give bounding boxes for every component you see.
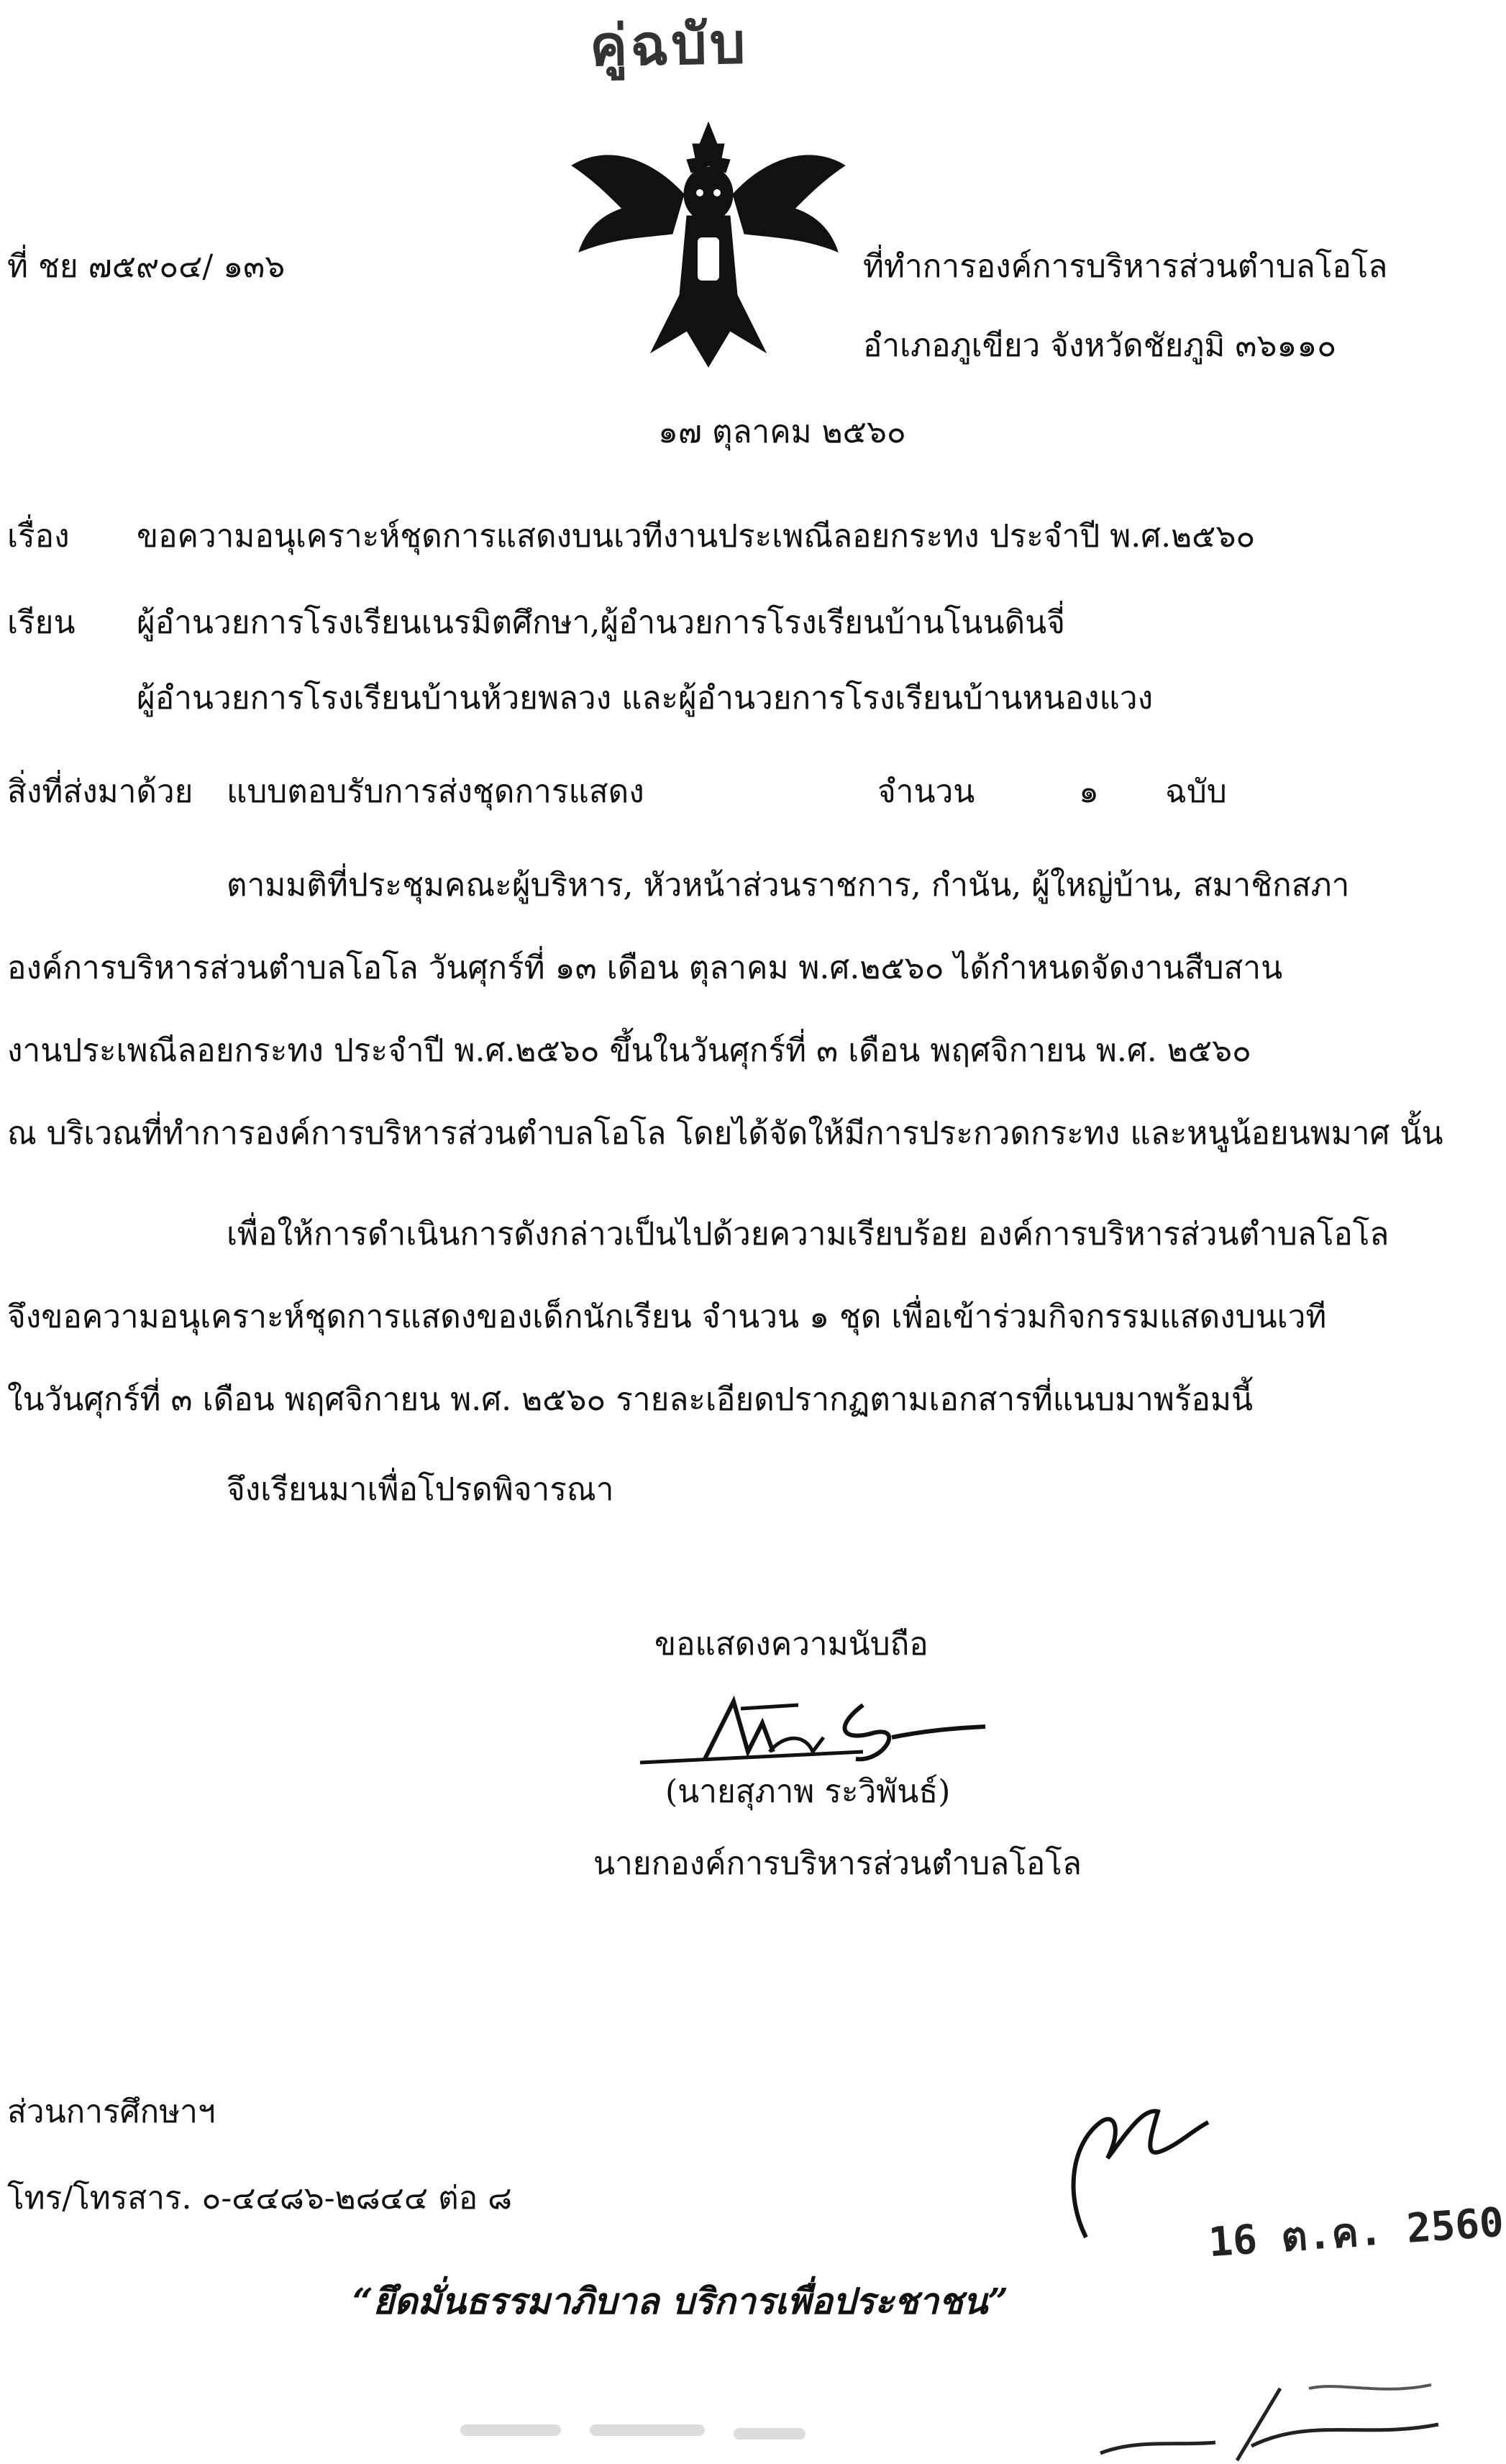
enclosure-quantity: ๑ — [1079, 773, 1099, 810]
body-paragraph2-line: จึงขอความอนุเคราะห์ชุดการแสดงของเด็กนักเรียน จำนวน ๑ ชุด เพื่อเข้าร่วมกิจกรรมแสดงบนเวที — [7, 1299, 1327, 1335]
enclosure-unit: ฉบับ — [1165, 773, 1227, 810]
body-paragraph2-line: เพื่อให้การดำเนินการดังกล่าวเป็นไปด้วยความเรียบร้อย องค์การบริหารส่วนตำบลโอโล — [227, 1216, 1389, 1253]
recipient-line1: ผู้อำนวยการโรงเรียนเนรมิตศึกษา,ผู้อำนวยการโรงเรียนบ้านโนนดินจี่ — [137, 604, 1066, 641]
body-paragraph2-line: ในวันศุกร์ที่ ๓ เดือน พฤศจิกายน พ.ศ. ๒๕๖๐ รายละเอียดปรากฏตามเอกสารที่แนบมาพร้อมนี้ — [7, 1381, 1254, 1418]
signatory-position: นายกองค์การบริหารส่วนตำบลโอโล — [593, 1845, 1082, 1882]
department: ส่วนการศึกษาฯ — [7, 2094, 216, 2130]
recipient-label: เรียน — [7, 604, 76, 641]
office-address-line1: ที่ทำการองค์การบริหารส่วนตำบลโอโล — [863, 248, 1388, 285]
signature — [626, 1683, 1000, 1784]
slogan: “ยึดมั่นธรรมาภิบาล บริการเพื่อประชาชน” — [352, 2280, 1008, 2322]
subject-text: ขอความอนุเคราะห์ชุดการแสดงบนเวทีงานประเพณีลอยกระทง ประจำปี พ.ศ.๒๕๖๐ — [137, 518, 1256, 555]
enclosure-item: แบบตอบรับการส่งชุดการแสดง — [227, 773, 644, 810]
enclosure-label: สิ่งที่ส่งมาด้วย — [7, 773, 193, 810]
enclosure-quantity-label: จำนวน — [877, 773, 975, 810]
reference-number: ที่ ชย ๗๕๙๐๔/ ๑๓๖ — [7, 248, 286, 285]
recipient-line2: ผู้อำนวยการโรงเรียนบ้านห้วยพลวง และผู้อำนวยการโรงเรียนบ้านหนองแวง — [137, 680, 1154, 717]
subject-label: เรื่อง — [7, 518, 70, 555]
handwritten-initials — [1057, 2079, 1215, 2252]
body-paragraph1-line: ตามมติที่ประชุมคณะผู้บริหาร, หัวหน้าส่วนราชการ, กำนัน, ผู้ใหญ่บ้าน, สมาชิกสภา — [227, 867, 1350, 904]
body-paragraph1-line: องค์การบริหารส่วนตำบลโอโล วันศุกร์ที่ ๑๓ เดือน ตุลาคม พ.ศ.๒๕๖๐ ได้กำหนดจัดงานสืบสาน — [7, 950, 1283, 986]
copy-stamp: คู่ฉบับ — [589, 12, 749, 79]
body-paragraph1-line: งานประเพณีลอยกระทง ประจำปี พ.ศ.๒๕๖๐ ขึ้นในวันศุกร์ที่ ๓ เดือน พฤศจิกายน พ.ศ. ๒๕๖๐ — [7, 1032, 1251, 1069]
office-address-line2: อำเภอภูเขียว จังหวัดชัยภูมิ ๓๖๑๑๐ — [863, 327, 1337, 364]
contact-phone: โทร/โทรสาร. ๐-๔๔๘๖-๒๘๔๔ ต่อ ๘ — [7, 2180, 513, 2217]
received-date-stamp: 16 ต.ค. 2560 — [1207, 2199, 1505, 2267]
handwritten-note — [1093, 2374, 1453, 2464]
scan-smudge — [590, 2424, 705, 2436]
garuda-emblem-icon — [565, 115, 852, 374]
letter-date: ๑๗ ตุลาคม ๒๕๖๐ — [658, 414, 906, 450]
body-closing-sentence: จึงเรียนมาเพื่อโปรดพิจารณา — [227, 1471, 614, 1508]
signatory-name: (นายสุภาพ ระวิพันธ์) — [665, 1773, 951, 1810]
scan-smudge — [460, 2424, 561, 2436]
scan-smudge — [734, 2428, 806, 2440]
regards: ขอแสดงความนับถือ — [654, 1626, 928, 1663]
body-paragraph1-line: ณ บริเวณที่ทำการองค์การบริหารส่วนตำบลโอโล โดยได้จัดให้มีการประกวดกระทง และหนูน้อยนพมาศ นั้น — [7, 1115, 1443, 1152]
